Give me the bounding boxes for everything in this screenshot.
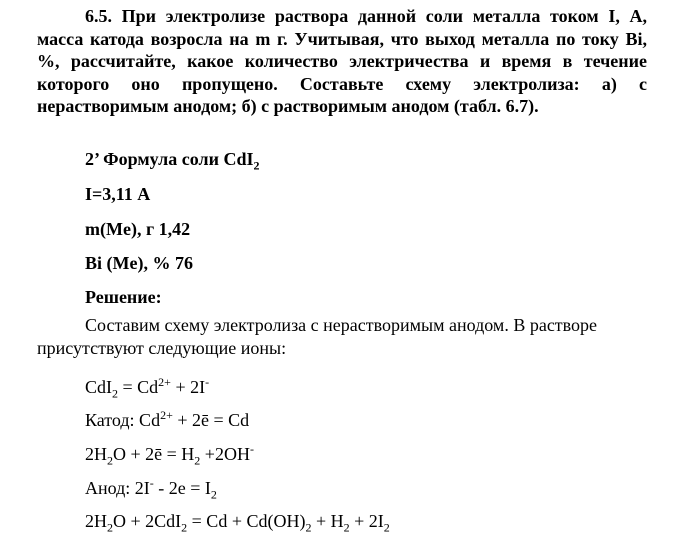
salt-formula: 2’ Формула соли CdI$_2$ xyxy=(85,149,260,173)
current-value: I=3,11 А xyxy=(85,184,151,204)
mass-value: m(Me), г 1,42 xyxy=(85,219,191,239)
cathode-equation-1: Катод: $Cd^{2+}$ + 2ē = Cd xyxy=(85,408,250,430)
problem-statement xyxy=(37,5,647,118)
solution-heading: Решение: xyxy=(85,287,162,307)
anode-equation: Анод: $2I^- - 2e = I_2$ xyxy=(85,476,217,502)
problem-number: 6.5. xyxy=(85,6,112,26)
problem-text: При электролизе раствора данной соли металла током I, А, масса катода возросла на m г. Учитывая, что выход металла по току Bi, %, рассчитайте, какое количество электричества и время в течение которого оно пропущено. Составьте схему электролиза: а) с нерастворимым анодом; б) с растворимым анодом (табл. 6.7). xyxy=(37,6,648,116)
cathode-equation-2: $2H_2O$ + 2ē = $H_2 +2OH^-$ xyxy=(85,442,254,468)
solution-intro: Составим схему электролиза с нерастворимым анодом. В растворе присутствуют следующие ионы: xyxy=(37,315,598,358)
overall-equation: $2H_2O + 2CdI_2 = Cd + Cd(OH)_2 + H_2 + 2I_2$ xyxy=(85,511,390,535)
dissociation-equation: $CdI_2 = Cd^{2+} + 2I^-$ xyxy=(85,375,210,401)
yield-value: Bi (Me), % 76 xyxy=(85,253,193,273)
